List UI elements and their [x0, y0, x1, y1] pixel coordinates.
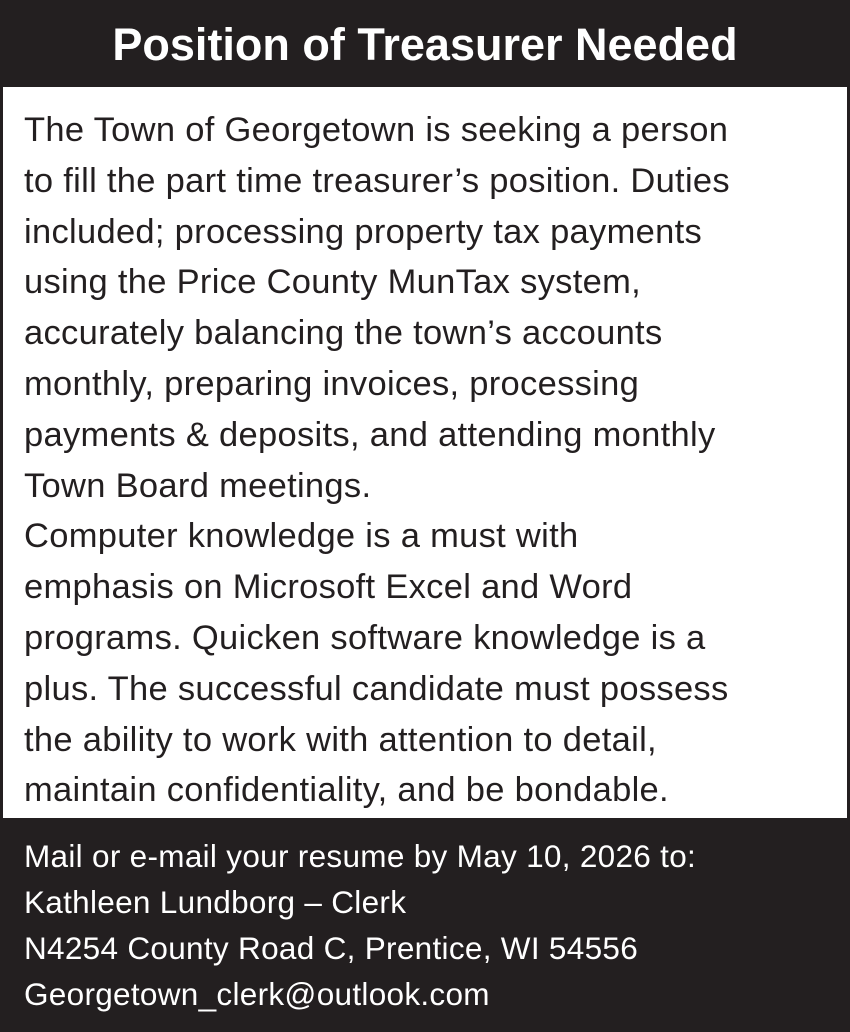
body-line: maintain confidentiality, and be bondable.	[24, 771, 669, 810]
body-line: monthly, preparing invoices, processing	[24, 364, 640, 403]
body-line: included; processing property tax payments	[24, 212, 703, 251]
body-line: the ability to work with attention to detail,	[24, 720, 657, 759]
contact-footer	[24, 833, 696, 1017]
body-line: using the Price County MunTax system,	[24, 263, 642, 302]
body-line: plus. The successful candidate must possess	[24, 669, 729, 708]
body-line: Town Board meetings.	[24, 466, 372, 505]
body-line: programs. Quicken software knowledge is a	[24, 618, 706, 657]
body-line: to fill the part time treasurer’s position. Duties	[24, 161, 730, 200]
contact-name: Kathleen Lundborg – Clerk	[24, 884, 407, 920]
ad-title: Position of Treasurer Needed	[112, 19, 738, 70]
body-line: accurately balancing the town’s accounts	[24, 314, 663, 353]
contact-email[interactable]: Georgetown_clerk@outlook.com	[24, 976, 490, 1012]
application-instruction: Mail or e-mail your resume by May 10, 2026 to:	[24, 838, 697, 874]
ad-body-text	[24, 105, 730, 816]
contact-address: N4254 County Road C, Prentice, WI 54556	[24, 930, 639, 966]
body-line: The Town of Georgetown is seeking a person	[24, 111, 729, 149]
body-line: emphasis on Microsoft Excel and Word	[24, 568, 633, 607]
body-line: payments & deposits, and attending monthly	[24, 415, 716, 454]
body-line: Computer knowledge is a must with	[24, 517, 579, 556]
